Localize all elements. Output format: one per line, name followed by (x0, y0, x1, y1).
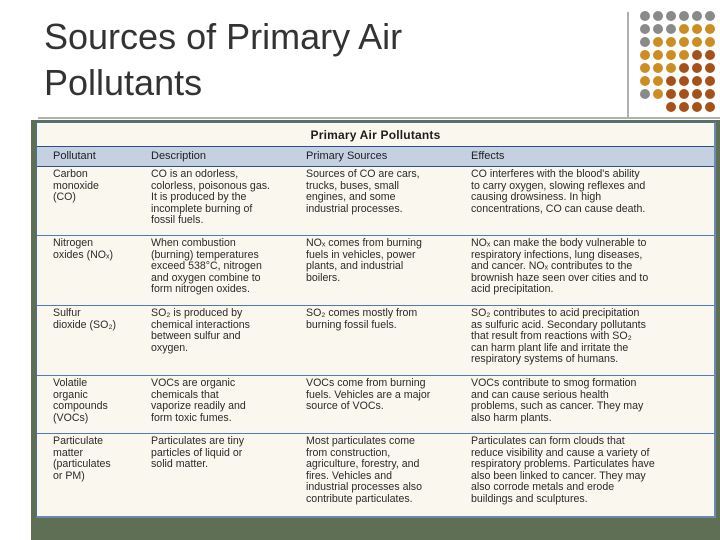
decorative-dot (705, 76, 715, 86)
cell-line: VOCs contribute to smog formation (471, 377, 637, 389)
cell-sources (306, 378, 468, 413)
pollutants-table (36, 122, 716, 518)
decorative-dot (666, 37, 676, 47)
cell-line: particles of liquid or (151, 446, 243, 459)
cell-pollutant (53, 169, 149, 204)
cell-line: between sulfur and (151, 330, 241, 343)
cell-line: (CO) (53, 191, 76, 204)
cell-line: Carbon (53, 168, 88, 180)
cell-pollutant (53, 238, 149, 261)
decorative-dot (679, 24, 689, 34)
cell-line: CO is an odorless, (151, 168, 239, 180)
cell-line: industrial processes. (306, 202, 403, 215)
decorative-dot (705, 50, 715, 60)
decorative-dot (679, 89, 689, 99)
decorative-dot-grid (640, 11, 720, 111)
cell-line: plants, and industrial (306, 260, 404, 273)
cell-line: NOₓ comes from burning (306, 237, 422, 249)
table-row (37, 375, 714, 434)
cell-sources (306, 436, 468, 506)
decorative-dot (705, 37, 715, 47)
cell-line: source of VOCs. (306, 400, 384, 413)
cell-line: also harm plants. (471, 411, 552, 424)
cell-line: also been linked to cancer. They may (471, 469, 646, 482)
decorative-dot (653, 89, 663, 99)
decorative-dot (692, 89, 702, 99)
cell-pollutant (53, 308, 149, 331)
table-title: Primary Air Pollutants (310, 128, 441, 142)
decorative-dot (653, 37, 663, 47)
cell-line: It is produced by the (151, 191, 247, 204)
cell-description (151, 308, 299, 354)
cell-sources (306, 238, 468, 284)
decorative-dot (705, 102, 715, 112)
cell-sources (306, 169, 468, 215)
cell-line: compounds (53, 400, 108, 413)
cell-line: dioxide (SO₂) (53, 318, 116, 331)
decorative-dot (692, 24, 702, 34)
cell-description (151, 436, 299, 471)
cell-line: fuels. Vehicles are a major (306, 388, 431, 401)
cell-line: from construction, (306, 446, 391, 459)
decorative-dot (692, 11, 702, 21)
cell-line: SO₂ contributes to acid precipitation (471, 307, 640, 319)
cell-line: monoxide (53, 179, 99, 192)
decorative-dot (653, 11, 663, 21)
cell-line: Nitrogen (53, 237, 94, 249)
decorative-dot (692, 102, 702, 112)
decorative-dot (640, 50, 650, 60)
header-pollutant: Pollutant (53, 150, 96, 162)
cell-line: vaporize readily and (151, 400, 246, 413)
decorative-dot (653, 50, 663, 60)
cell-line: concentrations, CO can cause death. (471, 202, 646, 215)
decorative-dot (679, 11, 689, 21)
cell-line: VOCs come from burning (306, 377, 426, 389)
table-row (37, 166, 714, 236)
header-primary-sources: Primary Sources (306, 150, 388, 162)
header-description: Description (151, 150, 207, 162)
cell-line: agriculture, forestry, and (306, 458, 420, 471)
cell-line: contribute particulates. (306, 492, 413, 505)
decorative-dot (666, 102, 676, 112)
table-row (37, 235, 714, 306)
cell-line: oxygen. (151, 341, 189, 354)
decorative-dot (666, 76, 676, 86)
decorative-dot (640, 89, 650, 99)
decorative-dot (705, 24, 715, 34)
cell-effects (471, 238, 709, 296)
decorative-dot (666, 63, 676, 73)
cell-line: oxides (NOₓ) (53, 248, 113, 261)
cell-line: brownish haze seen over cities and to (471, 271, 649, 284)
cell-line: problems, such as cancer. They may (471, 400, 644, 413)
decorative-dot (640, 76, 650, 86)
cell-line: Particulates are tiny (151, 435, 245, 447)
cell-line: trucks, buses, small (306, 179, 400, 192)
cell-line: and cancer. NOₓ contributes to the (471, 260, 633, 273)
cell-line: engines, and some (306, 191, 396, 204)
cell-description (151, 238, 299, 296)
decorative-dot (692, 37, 702, 47)
header-effects: Effects (471, 150, 505, 162)
cell-effects (471, 436, 709, 506)
table-row (37, 433, 714, 518)
decorative-dot (679, 37, 689, 47)
cell-line: (VOCs) (53, 411, 89, 424)
cell-line: that result from reactions with SO₂ (471, 330, 632, 343)
cell-line: colorless, poisonous gas. (151, 179, 270, 192)
cell-line: causing drowsiness. In high (471, 191, 602, 204)
cell-line: chemicals that (151, 388, 219, 401)
decorative-dot (705, 63, 715, 73)
decorative-dot (666, 50, 676, 60)
decorative-dot (692, 50, 702, 60)
decorative-dot (679, 102, 689, 112)
decorative-dot (692, 63, 702, 73)
cell-line: exceed 538°C, nitrogen (151, 260, 262, 273)
cell-line: respiratory problems. Particulates have (471, 458, 655, 471)
slide-title-line-2: Pollutants (44, 62, 203, 103)
slide-title-line-1: Sources of Primary Air (44, 16, 403, 57)
cell-effects (471, 308, 709, 366)
cell-line: Volatile (53, 377, 88, 389)
decorative-dot (666, 89, 676, 99)
cell-line: and can cause serious health (471, 388, 609, 401)
cell-description (151, 169, 299, 227)
cell-line: industrial processes also (306, 481, 422, 494)
cell-line: solid matter. (151, 458, 209, 471)
cell-line: Sources of CO are cars, (306, 168, 420, 180)
decorative-dot (679, 76, 689, 86)
decorative-dot (666, 24, 676, 34)
cell-line: fuels in vehicles, power (306, 248, 416, 261)
cell-line: buildings and sculptures. (471, 492, 588, 505)
cell-line: matter (53, 446, 84, 459)
decorative-dot (653, 76, 663, 86)
cell-line: can harm plant life and irritate the (471, 341, 629, 354)
cell-description (151, 378, 299, 424)
cell-line: chemical interactions (151, 318, 250, 331)
decorative-dot (705, 89, 715, 99)
cell-line: Particulate (53, 435, 104, 447)
cell-line: respiratory systems of humans. (471, 353, 619, 366)
cell-line: Particulates can form clouds that (471, 435, 625, 447)
cell-effects (471, 169, 709, 215)
table-row (37, 305, 714, 376)
cell-line: When combustion (151, 237, 236, 249)
cell-line: form nitrogen oxides. (151, 283, 250, 296)
decorative-dot (640, 11, 650, 21)
cell-pollutant (53, 436, 149, 482)
cell-line: (particulates (53, 458, 111, 471)
vertical-divider (627, 12, 629, 118)
decorative-dot (692, 76, 702, 86)
cell-sources (306, 308, 468, 331)
cell-line: burning fossil fuels. (306, 318, 397, 331)
cell-line: or PM) (53, 469, 85, 482)
cell-line: Sulfur (53, 307, 81, 319)
cell-line: also corrode metals and erode (471, 481, 615, 494)
decorative-dot (679, 63, 689, 73)
cell-line: reduce visibility and cause a variety of (471, 446, 650, 459)
cell-line: boilers. (306, 271, 341, 284)
cell-line: to carry oxygen, slowing reflexes and (471, 179, 646, 192)
cell-pollutant (53, 378, 149, 424)
decorative-dot (640, 63, 650, 73)
cell-effects (471, 378, 709, 424)
cell-line: VOCs are organic (151, 377, 236, 389)
horizontal-divider (38, 117, 720, 119)
cell-line: SO₂ comes mostly from (306, 307, 418, 319)
decorative-dot (640, 37, 650, 47)
cell-line: CO interferes with the blood's ability (471, 168, 640, 180)
cell-line: respiratory infections, lung diseases, (471, 248, 643, 261)
decorative-dot (640, 24, 650, 34)
cell-line: SO₂ is produced by (151, 307, 243, 319)
cell-line: (burning) temperatures (151, 248, 259, 261)
decorative-dot (666, 11, 676, 21)
decorative-dot (679, 50, 689, 60)
decorative-dot (653, 24, 663, 34)
decorative-dot (705, 11, 715, 21)
decorative-dot (653, 63, 663, 73)
cell-line: fires. Vehicles and (306, 469, 392, 482)
cell-line: as sulfuric acid. Secondary pollutants (471, 318, 646, 331)
cell-line: form toxic fumes. (151, 411, 232, 424)
cell-line: organic (53, 388, 88, 401)
cell-line: fossil fuels. (151, 214, 204, 227)
cell-line: Most particulates come (306, 435, 415, 447)
table-header-row (37, 146, 714, 167)
cell-line: and oxygen combine to (151, 271, 261, 284)
cell-line: incomplete burning of (151, 202, 253, 215)
cell-line: NOₓ can make the body vulnerable to (471, 237, 647, 249)
slide-title (44, 14, 604, 106)
cell-line: acid precipitation. (471, 283, 554, 296)
